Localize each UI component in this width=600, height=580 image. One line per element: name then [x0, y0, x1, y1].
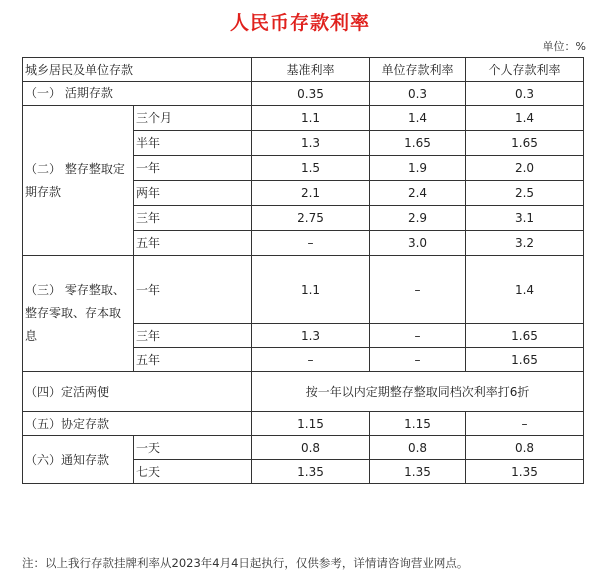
- row-label: （六）通知存款: [23, 436, 134, 484]
- corp-rate-cell: –: [370, 256, 466, 324]
- personal-rate-cell: –: [466, 412, 584, 436]
- header-corp-rate: 单位存款利率: [370, 58, 466, 82]
- term-cell: 三年: [134, 324, 252, 348]
- table-row: [23, 436, 584, 460]
- footnote: 注：以上我行存款挂牌利率从2023年4月4日起执行，仅供参考，详情请咨询营业网点。: [22, 556, 469, 570]
- term-cell: 一天: [134, 436, 252, 460]
- corp-rate-cell: 2.9: [370, 206, 466, 231]
- personal-rate-cell: 1.65: [466, 324, 584, 348]
- corp-rate-cell: 0.8: [370, 436, 466, 460]
- corp-rate-cell: 0.3: [370, 82, 466, 106]
- base-rate-cell: 1.35: [252, 460, 370, 484]
- base-rate-cell: –: [252, 231, 370, 256]
- row-label: （五）协定存款: [23, 412, 252, 436]
- term-cell: 三个月: [134, 106, 252, 131]
- corp-rate-cell: –: [370, 348, 466, 372]
- personal-rate-cell: 0.3: [466, 82, 584, 106]
- personal-rate-cell: 1.65: [466, 348, 584, 372]
- term-cell: 七天: [134, 460, 252, 484]
- base-rate-cell: 2.1: [252, 181, 370, 206]
- personal-rate-cell: 0.8: [466, 436, 584, 460]
- table-row: [23, 372, 584, 412]
- base-rate-cell: 1.1: [252, 106, 370, 131]
- term-cell: 一年: [134, 156, 252, 181]
- row-label: （四）定活两便: [23, 372, 252, 412]
- corp-rate-cell: –: [370, 324, 466, 348]
- base-rate-cell: 1.3: [252, 324, 370, 348]
- term-cell: 一年: [134, 256, 252, 324]
- base-rate-cell: 0.8: [252, 436, 370, 460]
- table-row: [23, 256, 584, 324]
- row-label: （二） 整存整取定期存款: [23, 106, 134, 256]
- personal-rate-cell: 1.35: [466, 460, 584, 484]
- corp-rate-cell: 1.9: [370, 156, 466, 181]
- header-personal-rate: 个人存款利率: [466, 58, 584, 82]
- term-cell: 五年: [134, 348, 252, 372]
- term-cell: 三年: [134, 206, 252, 231]
- table-header-row: [23, 58, 584, 82]
- header-base-rate: 基准利率: [252, 58, 370, 82]
- flexible-rate-note: 按一年以内定期整存整取同档次利率打6折: [252, 372, 584, 412]
- unit-label: 单位：%: [542, 40, 586, 53]
- term-cell: 两年: [134, 181, 252, 206]
- personal-rate-cell: 2.5: [466, 181, 584, 206]
- base-rate-cell: 1.1: [252, 256, 370, 324]
- term-cell: 半年: [134, 131, 252, 156]
- base-rate-cell: 1.3: [252, 131, 370, 156]
- header-category: 城乡居民及单位存款: [23, 58, 252, 82]
- row-label: （三） 零存整取、整存零取、存本取息: [23, 256, 134, 372]
- base-rate-cell: 2.75: [252, 206, 370, 231]
- base-rate-cell: 1.5: [252, 156, 370, 181]
- corp-rate-cell: 2.4: [370, 181, 466, 206]
- base-rate-cell: 0.35: [252, 82, 370, 106]
- personal-rate-cell: 1.4: [466, 106, 584, 131]
- base-rate-cell: 1.15: [252, 412, 370, 436]
- corp-rate-cell: 3.0: [370, 231, 466, 256]
- deposit-rate-table: [22, 57, 584, 484]
- corp-rate-cell: 1.35: [370, 460, 466, 484]
- row-label: （一） 活期存款: [23, 82, 252, 106]
- personal-rate-cell: 2.0: [466, 156, 584, 181]
- corp-rate-cell: 1.65: [370, 131, 466, 156]
- personal-rate-cell: 3.1: [466, 206, 584, 231]
- personal-rate-cell: 1.65: [466, 131, 584, 156]
- corp-rate-cell: 1.15: [370, 412, 466, 436]
- table-row: [23, 82, 584, 106]
- base-rate-cell: –: [252, 348, 370, 372]
- term-cell: 五年: [134, 231, 252, 256]
- corp-rate-cell: 1.4: [370, 106, 466, 131]
- personal-rate-cell: 3.2: [466, 231, 584, 256]
- personal-rate-cell: 1.4: [466, 256, 584, 324]
- table-row: [23, 106, 584, 131]
- page-title: 人民币存款利率: [229, 12, 370, 34]
- table-row: [23, 412, 584, 436]
